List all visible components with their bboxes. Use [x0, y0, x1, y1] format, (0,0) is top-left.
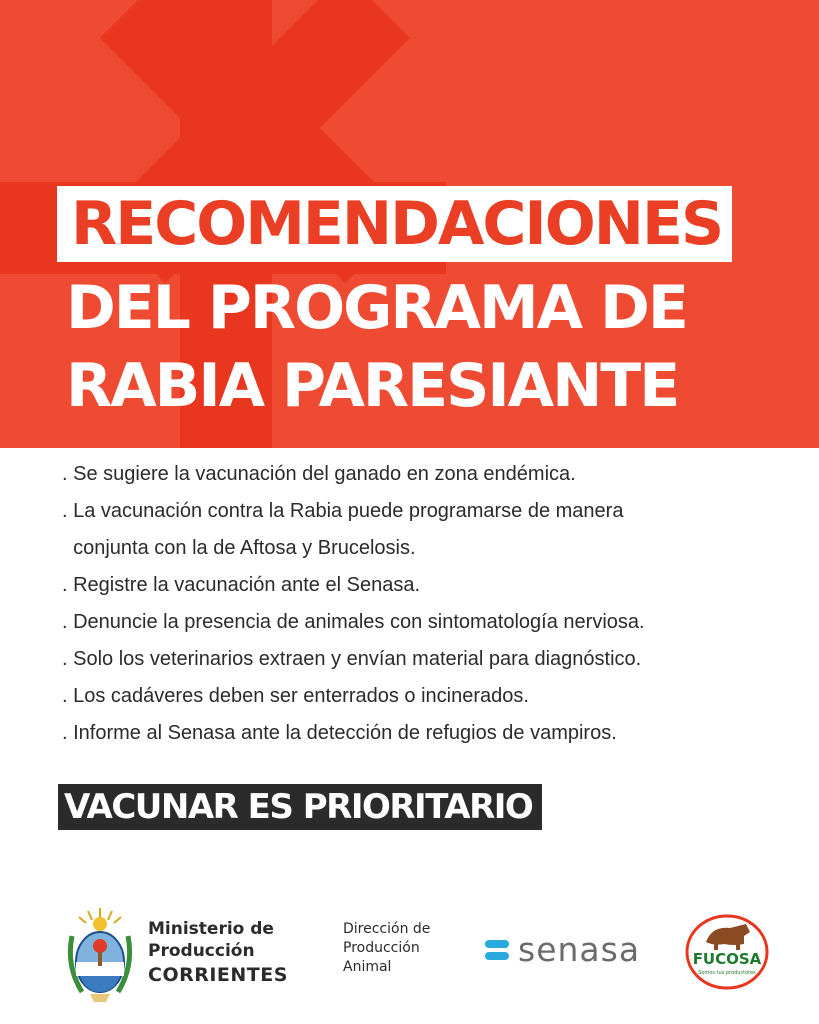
recommendation-item: . La vacunación contra la Rabia puede programarse de manera — [62, 500, 624, 522]
fucosa-logo-icon — [684, 914, 770, 990]
title-line-3: RABIA PARESIANTE — [66, 351, 679, 421]
senasa-wordmark: senasa — [518, 930, 641, 969]
recommendation-item: . Solo los veterinarios extraen y envían material para diagnóstico. — [62, 648, 642, 670]
corrientes-coat-of-arms-icon — [64, 906, 136, 1004]
footer-logos — [0, 900, 819, 1010]
title-line-2: DEL PROGRAMA DE — [66, 273, 687, 343]
ministry-label — [148, 918, 288, 988]
direction-line-2: Producción — [343, 940, 420, 956]
ministry-line-2: Producción — [148, 941, 255, 961]
recommendation-item: . Registre la vacunación ante el Senasa. — [62, 574, 420, 596]
recommendation-item: . Denuncie la presencia de animales con sintomatología nerviosa. — [62, 611, 645, 633]
direction-label — [343, 920, 430, 977]
ministry-line-3: CORRIENTES — [148, 964, 288, 986]
ministry-line-1: Ministerio de — [148, 919, 274, 939]
priority-banner: VACUNAR ES PRIORITARIO — [58, 784, 542, 830]
direction-line-3: Animal — [343, 959, 392, 975]
senasa-logo — [484, 932, 640, 968]
fucosa-wordmark: FUCOSA — [692, 950, 762, 968]
senasa-mark-icon — [484, 937, 510, 963]
recommendation-item: . Los cadáveres deben ser enterrados o incinerados. — [62, 685, 529, 707]
recommendation-item: . Informe al Senasa ante la detección de refugios de vampiros. — [62, 722, 617, 744]
hero-header — [0, 0, 819, 448]
direction-line-1: Dirección de — [343, 921, 431, 937]
recommendation-item: . Se sugiere la vacunación del ganado en zona endémica. — [62, 463, 576, 485]
fucosa-tagline: Somos tus productores — [698, 970, 756, 976]
title-line-1: RECOMENDACIONES — [57, 186, 732, 262]
recommendations-list — [62, 456, 802, 752]
recommendation-item: conjunta con la de Aftosa y Brucelosis. — [62, 537, 416, 559]
